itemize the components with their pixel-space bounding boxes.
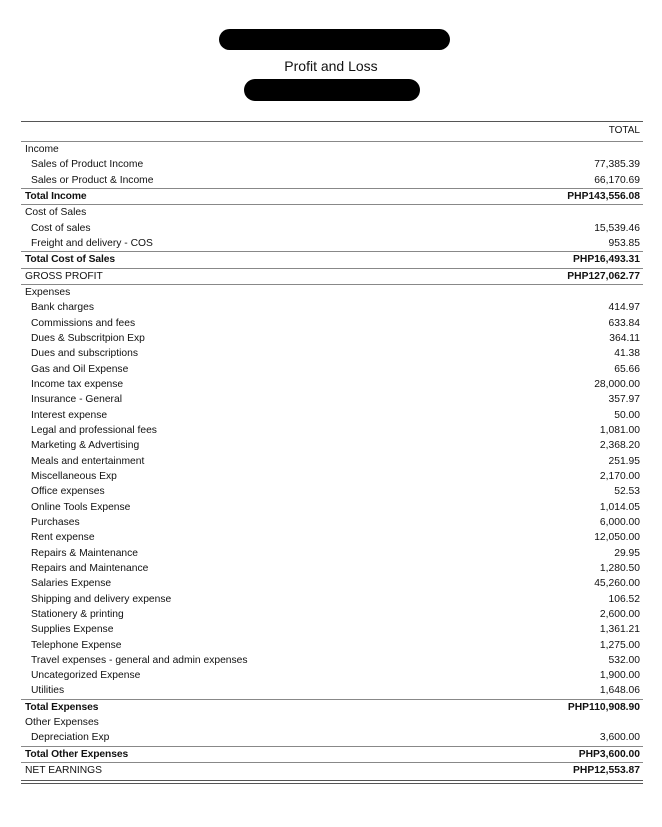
table-row xyxy=(21,392,643,407)
row-label: Supplies Expense xyxy=(31,624,114,636)
row-amount: PHP3,600.00 xyxy=(578,748,640,760)
row-label: Purchases xyxy=(31,516,80,528)
row-label: Travel expenses - general and admin expenses xyxy=(31,654,248,666)
table-row xyxy=(21,300,643,315)
row-amount: 414.97 xyxy=(608,302,640,314)
row-amount: 52.53 xyxy=(614,486,640,498)
row-label: Cost of Sales xyxy=(25,207,87,219)
total-row xyxy=(21,746,643,762)
column-header-row xyxy=(21,122,643,142)
table-row xyxy=(21,561,643,576)
row-amount: 77,385.39 xyxy=(594,159,640,171)
row-amount: 1,900.00 xyxy=(599,670,640,682)
table-row xyxy=(21,622,643,637)
table-row xyxy=(21,454,643,469)
row-amount: 364.11 xyxy=(609,332,640,344)
row-amount: 3,600.00 xyxy=(599,732,640,744)
row-amount: 357.97 xyxy=(608,394,640,406)
row-label: Telephone Expense xyxy=(31,639,122,651)
table-row xyxy=(21,157,643,172)
profit-loss-table xyxy=(21,121,643,784)
row-amount: 65.66 xyxy=(614,363,640,375)
row-label: Sales of Product Income xyxy=(31,159,144,171)
header-row xyxy=(21,715,643,730)
table-row xyxy=(21,316,643,331)
row-label: Depreciation Exp xyxy=(31,732,110,744)
row-label: Rent expense xyxy=(31,532,95,544)
row-label: Legal and professional fees xyxy=(31,424,157,436)
table-row xyxy=(21,515,643,530)
row-label: Other Expenses xyxy=(25,717,99,729)
row-label: Total Other Expenses xyxy=(25,748,129,760)
row-label: Meals and entertainment xyxy=(31,455,145,467)
table-row xyxy=(21,546,643,561)
row-label: Total Income xyxy=(25,190,87,202)
row-amount: 12,050.00 xyxy=(594,532,640,544)
row-amount: 15,539.46 xyxy=(594,222,640,234)
table-row xyxy=(21,500,643,515)
row-label: Gas and Oil Expense xyxy=(31,363,129,375)
table-row xyxy=(21,423,643,438)
row-label: Commissions and fees xyxy=(31,317,136,329)
row-amount: 2,170.00 xyxy=(599,470,640,482)
total-row xyxy=(21,251,643,267)
row-label: Office expenses xyxy=(31,486,105,498)
row-amount: 953.85 xyxy=(608,237,640,249)
row-label: Uncategorized Expense xyxy=(31,670,141,682)
report-title: Profit and Loss xyxy=(284,58,378,74)
row-amount: PHP110,908.90 xyxy=(567,701,640,713)
row-label: Income tax expense xyxy=(31,378,124,390)
header-row xyxy=(21,142,643,157)
row-amount: PHP127,062.77 xyxy=(567,270,640,282)
table-row xyxy=(21,408,643,423)
row-label: Online Tools Expense xyxy=(31,501,131,513)
table-row xyxy=(21,683,643,698)
row-amount: 41.38 xyxy=(614,348,640,360)
row-label: Shipping and delivery expense xyxy=(31,593,172,605)
row-label: GROSS PROFIT xyxy=(25,270,103,282)
row-label: Expenses xyxy=(25,286,71,298)
row-amount: 2,368.20 xyxy=(599,440,640,452)
table-row xyxy=(21,668,643,683)
row-label: Total Cost of Sales xyxy=(25,254,116,266)
table-body xyxy=(21,142,643,778)
row-amount: 106.52 xyxy=(608,593,640,605)
table-row xyxy=(21,530,643,545)
table-row xyxy=(21,346,643,361)
row-label: Dues and subscriptions xyxy=(31,348,139,360)
section-row xyxy=(21,204,643,220)
row-label: Miscellaneous Exp xyxy=(31,470,117,482)
table-row xyxy=(21,730,643,745)
row-amount: 1,648.06 xyxy=(599,685,640,697)
table-row xyxy=(21,221,643,236)
row-label: Bank charges xyxy=(31,302,94,314)
row-amount: 1,361.21 xyxy=(599,624,640,636)
row-amount: 50.00 xyxy=(614,409,640,421)
row-label: Total Expenses xyxy=(25,701,99,713)
table-row xyxy=(21,607,643,622)
row-label: Utilities xyxy=(31,685,65,697)
row-amount: 66,170.69 xyxy=(594,174,640,186)
row-label: Marketing & Advertising xyxy=(31,440,140,452)
table-row xyxy=(21,331,643,346)
row-amount: 29.95 xyxy=(614,547,640,559)
row-amount: PHP12,553.87 xyxy=(573,765,640,777)
table-row xyxy=(21,377,643,392)
double-underline xyxy=(21,780,643,784)
row-amount: 251.95 xyxy=(608,455,640,467)
row-amount: 1,280.50 xyxy=(599,562,640,574)
row-amount: PHP143,556.08 xyxy=(567,190,640,202)
row-amount: PHP16,493.31 xyxy=(573,254,640,266)
table-row xyxy=(21,592,643,607)
row-amount: 45,260.00 xyxy=(594,578,640,590)
row-amount: 633.84 xyxy=(608,317,640,329)
row-label: Sales or Product & Income xyxy=(31,174,154,186)
row-label: Interest expense xyxy=(31,409,108,421)
redacted-date-range xyxy=(244,79,420,101)
row-label: Dues & Subscritpion Exp xyxy=(31,332,145,344)
redacted-company-name xyxy=(219,29,450,50)
table-row xyxy=(21,484,643,499)
summary-row xyxy=(21,268,643,284)
row-label: Repairs & Maintenance xyxy=(31,547,139,559)
row-label: Freight and delivery - COS xyxy=(31,237,153,249)
row-amount: 1,275.00 xyxy=(599,639,640,651)
row-label: Insurance - General xyxy=(31,394,123,406)
section-row xyxy=(21,284,643,300)
table-row xyxy=(21,438,643,453)
total-row xyxy=(21,699,643,715)
total-row xyxy=(21,188,643,204)
row-amount: 6,000.00 xyxy=(599,516,640,528)
row-label: Repairs and Maintenance xyxy=(31,562,149,574)
summary-row xyxy=(21,762,643,778)
table-row xyxy=(21,173,643,188)
row-amount: 1,081.00 xyxy=(599,424,640,436)
row-amount: 28,000.00 xyxy=(594,378,640,390)
row-label: NET EARNINGS xyxy=(25,765,103,777)
table-row xyxy=(21,469,643,484)
table-row xyxy=(21,576,643,591)
table-row xyxy=(21,653,643,668)
row-label: Stationery & printing xyxy=(31,608,124,620)
row-label: Cost of sales xyxy=(31,222,91,234)
table-row xyxy=(21,236,643,251)
column-header-total: TOTAL xyxy=(608,125,640,136)
row-amount: 532.00 xyxy=(608,654,640,666)
table-row xyxy=(21,638,643,653)
row-amount: 1,014.05 xyxy=(599,501,640,513)
row-label: Income xyxy=(25,144,59,155)
row-amount: 2,600.00 xyxy=(599,608,640,620)
table-row xyxy=(21,362,643,377)
row-label: Salaries Expense xyxy=(31,578,112,590)
